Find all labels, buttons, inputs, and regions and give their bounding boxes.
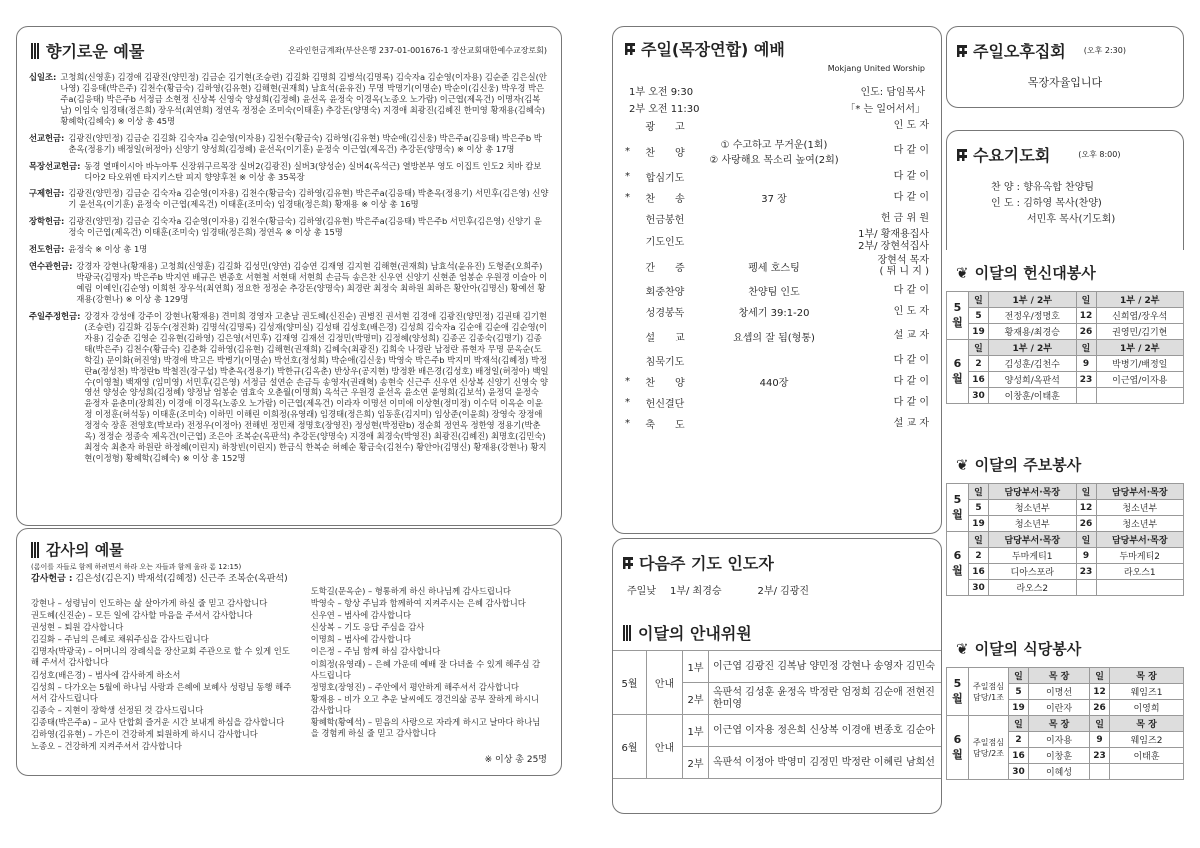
service-header: 일 — [969, 340, 989, 356]
worship-item-name: 찬 양 — [645, 378, 685, 389]
service-row — [947, 516, 1184, 532]
service-day: 16 — [969, 564, 989, 580]
usher-row — [613, 651, 942, 683]
devotion-section — [946, 256, 1184, 404]
offering-label: 연수관헌금: — [29, 261, 73, 272]
offering-row — [29, 244, 549, 255]
wednesday-panel — [946, 130, 1184, 250]
worship-item-content — [695, 392, 853, 413]
worship-row — [623, 187, 931, 208]
usher-month: 5월 — [613, 651, 647, 715]
worship-item-content: 요셉의 잘 됨(형통) — [733, 332, 815, 344]
usher-names: 이근엽 김광진 김복남 양민정 강현나 송영자 김민숙 — [709, 651, 942, 683]
worship-item-leader: 다 같 이 — [893, 145, 929, 157]
next-week-label: 주일낮 — [627, 586, 656, 597]
next-week-second: 2부/ 김광진 — [757, 586, 810, 597]
offering-label: 주일주정헌금: — [29, 310, 81, 321]
service-header: 담당부서·목장 — [1096, 484, 1184, 500]
offering-row — [29, 72, 549, 127]
worship-item-leader: 다 같 이 — [893, 191, 929, 203]
thanks-item: 신우연 – 범사에 감사합니다 — [310, 610, 411, 621]
worship-item-name: 찬 양 — [645, 147, 685, 159]
title-bar-icon — [31, 43, 40, 59]
thanks-item: 강현나 – 성령님이 인도하는 삶 살아가게 하실 줄 믿고 감사합니다 — [31, 597, 268, 608]
worship-star: * — [625, 418, 630, 429]
service-header: 1부 / 2부 — [989, 292, 1077, 308]
service-header: 목 장 — [1029, 668, 1090, 684]
worship-row — [623, 301, 931, 322]
worship-item-name: 헌신결단 — [645, 399, 685, 410]
worship-item-name: 설 교 — [645, 332, 685, 344]
service-team: 디아스포라 — [989, 564, 1077, 580]
worship-item-name: 침묵기도 — [645, 357, 685, 368]
thanks-item: 권도혜(신진순) – 모든 일에 감사할 마음을 주셔서 감사합니다 — [31, 609, 253, 620]
title-bar-icon — [623, 625, 632, 641]
worship-star — [623, 280, 635, 301]
thanks-item: 이명희 – 범사에 감사합니다 — [310, 634, 411, 645]
thanks-item: 신상복 – 기도 응답 주심을 감사 — [310, 622, 425, 633]
service-header: 1부 / 2부 — [1096, 340, 1184, 356]
worship-item-leader: 설 교 자 — [893, 417, 929, 429]
service-day: 5 — [1009, 684, 1029, 700]
month-label: 6 월 — [947, 716, 969, 780]
cafeteria-section — [946, 634, 1184, 780]
service-team: 이영희 — [1110, 700, 1184, 716]
thanks-column-1 — [31, 586, 297, 753]
worship-item-name: 합심기도 — [645, 173, 685, 184]
service-header: 일 — [1009, 668, 1029, 684]
worship-order-table — [623, 115, 931, 434]
usher-names: 옥판석 김성훈 윤정옥 박정란 엄정희 김순애 전현진 한미영 — [709, 683, 942, 715]
service-header: 1부 / 2부 — [989, 340, 1077, 356]
service-header: 목 장 — [1110, 668, 1184, 684]
offering-names: 고청희(신영훈) 김경애 김광진(양민정) 김금순 김기현(조승련) 김길화 김명희 김병석(김명록) 김숙자a 김순영(이자용) 김순준 김은실(안나영) 김응태(박은주) 김천수(황금숙) 김하영(김유현) 김해현(권재희) 남효석(윤유진) 무명 박명기(이명순) 박순이(김신웅) 박우경 박은주a(김응태) 박은주b 서정금 소현정 신상복 신영숙 양성희(김정혜) 윤선옥 윤정숙 이경옥(노종오 노가람) 이근엽(제옥건) 이명자(김복남) 이임숙 임경태(정은희) 장우석(최연희) 정연옥 정정순 조미숙(이태훈) 추강돈(양명숙) 지경애 최광진(김혜진 한미영 황재용(김혜숙) 황혜학(김혜숙) ※ 이상 총 45명 — [60, 72, 547, 126]
offerings-list — [17, 72, 561, 464]
title-square-icon — [957, 149, 967, 161]
offering-label: 선교헌금: — [29, 132, 65, 143]
service-team: 라오스2 — [989, 580, 1077, 596]
service-day — [1076, 388, 1096, 404]
worship-row — [623, 280, 931, 301]
service-header: 일 — [1090, 668, 1110, 684]
service-day: 30 — [969, 388, 989, 404]
service-team: 웨임즈1 — [1110, 684, 1184, 700]
service-row — [947, 500, 1184, 516]
worship-star: * — [625, 192, 630, 203]
worship-time-1: 1부 오전 9:30 — [629, 87, 694, 98]
service-team: 황재용/최경승 — [989, 324, 1077, 340]
service-day: 30 — [1009, 764, 1029, 780]
service-row — [947, 324, 1184, 340]
service-team: 두마게티2 — [1096, 548, 1184, 564]
worship-star: * — [625, 376, 630, 387]
worship-item-content: 37 장 — [761, 194, 787, 205]
thanks-item: 권성현 – 퇴원 감사합니다 — [31, 622, 124, 633]
thanks-item: 김성희 – 다가오는 5월에 하나님 사랑과 은혜에 보혜사 성령님 동행 해주셔서 감사드립니다 — [31, 681, 292, 703]
thanks-item: 김명자(박광국) – 어머니의 장례식을 장산교회 주관으로 할 수 있게 인도해 주셔서 감사합니다 — [31, 646, 290, 668]
service-day: 19 — [969, 324, 989, 340]
thanks-item: 김종태(박은주a) – 교사 단합회 즐거운 시간 보내게 하심을 감사합니다 — [31, 716, 285, 727]
service-header-row — [947, 532, 1184, 548]
worship-item-leader: 장현석 목자 ( 튀 니 지 ) — [877, 254, 929, 277]
next-week-panel — [612, 538, 942, 814]
service-day: 26 — [1090, 700, 1110, 716]
title-square-icon — [957, 45, 967, 57]
service-header: 목 장 — [1110, 716, 1184, 732]
service-day: 26 — [1076, 516, 1096, 532]
offering-label: 장학헌금: — [29, 216, 65, 227]
title-bar-icon — [31, 542, 40, 558]
thanks-item: 김길화 – 주님의 은혜로 채워주심을 감사드립니다 — [31, 634, 209, 645]
offering-row — [29, 216, 549, 238]
offering-row — [29, 311, 549, 464]
service-day: 23 — [1076, 372, 1096, 388]
service-row — [947, 388, 1184, 404]
month-label: 6 월 — [947, 532, 969, 596]
service-header-row — [947, 340, 1184, 356]
service-day — [1090, 764, 1110, 780]
service-team: 이창훈/이태훈 — [989, 388, 1077, 404]
thanks-title: 감사의 예물 — [31, 539, 547, 560]
online-account: 온라인헌금계좌(부산은행 237-01-001676-1 장산교회대한예수교장로회) — [288, 46, 547, 55]
service-team — [1096, 388, 1184, 404]
bulletin-table — [946, 483, 1184, 596]
usher-part: 2부 — [683, 747, 709, 779]
service-header: 일 — [969, 532, 989, 548]
worship-star — [623, 322, 635, 350]
thanks-item: 김하영(김유현) – 가은이 건강하게 퇴원하게 하시니 감사합니다 — [31, 729, 258, 740]
offering-label: 목장선교헌금: — [29, 160, 81, 171]
service-day: 2 — [969, 548, 989, 564]
worship-item-content — [695, 413, 853, 434]
worship-item-leader: 설 교 자 — [893, 330, 929, 342]
ushers-title: 이달의 안내위원 — [613, 605, 941, 650]
afternoon-text: 목장자율입니다 — [1027, 76, 1103, 89]
worship-row — [623, 371, 931, 392]
service-team: 이창훈 — [1029, 748, 1090, 764]
service-team: 신희엽/장우석 — [1096, 308, 1184, 324]
thanks-item: 이은정 – 주님 함께 하심 감사합니다 — [310, 646, 441, 657]
afternoon-title: 주일오후집회 (오후 2:30) — [947, 27, 1183, 62]
month-label: 6 월 — [947, 340, 969, 404]
worship-star — [623, 301, 635, 322]
worship-title: 주일(목장연합) 예배 — [613, 27, 941, 60]
bulletin-section — [946, 448, 1184, 596]
service-row — [947, 356, 1184, 372]
worship-leader: 인도: 담임목사 — [860, 87, 925, 98]
thanks-item: 김성호(배은경) – 범사에 감사하게 하소서 — [31, 669, 181, 680]
month-label: 5 월 — [947, 484, 969, 532]
service-day: 16 — [1009, 748, 1029, 764]
service-team: 이태훈 — [1110, 748, 1184, 764]
service-team: 이혜성 — [1029, 764, 1090, 780]
offerings-title: 향기로운 예물 — [31, 39, 144, 62]
service-header-row — [947, 292, 1184, 308]
worship-item-content — [695, 166, 853, 187]
worship-item-name: 간 증 — [645, 262, 685, 274]
offering-row — [29, 261, 549, 305]
worship-item-content: 찬양팀 인도 — [748, 287, 800, 298]
service-team: 청소년부 — [989, 500, 1077, 516]
service-row — [947, 580, 1184, 596]
wednesday-line-3: 서민후 목사(기도회) — [1027, 214, 1116, 225]
worship-note: 「* 는 일어서서」 — [845, 104, 925, 115]
service-header: 담당부서·목장 — [989, 532, 1077, 548]
worship-row — [623, 166, 931, 187]
worship-item-leader: 인 도 자 — [893, 305, 929, 317]
worship-subtitle: Mokjang United Worship — [827, 64, 925, 73]
worship-item-leader: 헌 금 위 원 — [880, 212, 929, 224]
service-row — [947, 372, 1184, 388]
thanks-item: 박영숙 – 항상 주님과 함께하여 지켜주시는 은혜 감사합니다 — [310, 597, 526, 608]
offering-row — [29, 188, 549, 210]
service-team: 이명선 — [1029, 684, 1090, 700]
clover-icon: ❦ — [956, 639, 969, 658]
worship-item-name: 회중찬양 — [645, 287, 685, 298]
cafeteria-table — [946, 667, 1184, 780]
service-team: 박병기/배정일 — [1096, 356, 1184, 372]
service-day: 19 — [1009, 700, 1029, 716]
service-team: 이자용 — [1029, 732, 1090, 748]
worship-item-content — [695, 229, 853, 252]
service-header-row — [947, 484, 1184, 500]
wednesday-line-2: 인 도 : 김하영 목사(찬양) — [991, 198, 1102, 209]
thanks-item: 황혜학(황예석) – 믿음의 사랑으로 자라게 하시고 날마다 하나님을 경험케 하실 줄 믿고 감사합니다 — [310, 717, 541, 739]
offering-label: 전도헌금: — [29, 244, 65, 255]
service-team: 청소년부 — [989, 516, 1077, 532]
service-team: 웨임즈2 — [1110, 732, 1184, 748]
worship-item-leader: 다 같 이 — [893, 354, 929, 366]
thanks-item: 정명호(장영진) – 주안에서 평안하게 해주셔서 감사합니다 — [310, 681, 519, 692]
service-header: 일 — [1009, 716, 1029, 732]
worship-row — [623, 322, 931, 350]
wednesday-title: 수요기도회 (오후 8:00) — [947, 131, 1183, 166]
worship-item-leader: 다 같 이 — [893, 284, 929, 296]
bulletin-title: ❦ 이달의 주보봉사 — [956, 455, 1082, 474]
service-team: 라오스1 — [1096, 564, 1184, 580]
worship-item-content — [695, 208, 853, 229]
worship-item-leader: 다 같 이 — [893, 375, 929, 387]
service-header: 일 — [1076, 532, 1096, 548]
worship-item-content: 440장 — [759, 378, 789, 389]
offering-row — [29, 161, 549, 183]
service-header: 담당부서·목장 — [1096, 532, 1184, 548]
worship-row — [623, 413, 931, 434]
service-day: 26 — [1076, 324, 1096, 340]
service-header-row — [947, 716, 1184, 732]
worship-row — [623, 229, 931, 252]
worship-star: * — [625, 397, 630, 408]
thanks-item: 노종오 – 건강하게 지켜주셔서 감사합니다 — [31, 741, 182, 752]
service-day: 12 — [1090, 684, 1110, 700]
month-label: 5 월 — [947, 668, 969, 716]
offering-names: 강경자 강성애 강주이 강현나(황재용) 견미희 경영자 고춘남 권도혜(신진순) 권병진 권서현 김경애 김광진(양민정) 김권태 김기현(조승련) 김길화 김동수(정진화) 김명석(김명록) 김성재(양미실) 김성태 김성호(배은경) 김성희 김숙자a 김순애 김순애 김순영(이자용) 김승준 김영순 김유현(김하영) 김은영(서민후) 김재영 김재선 김정민(박명미) 김정혜(양성희) 김종곤 김종숙(김명기) 김종태(박은주) 김천수(황금숙) 김춘화 김하영(김유현) 김해현(권재희) 김혜숙(최광진) 김희숙 나경란 남정란 류현자 무명 문옥순(도학길) 문이화(허진영) 박경애 박고은 박병기(이명순) 박선호(정성희) 박순애(김신웅) 박영숙 박은주b 박지미 박재석(김혜정) 박정란a(정성천) 박정란b 박철진(장구섭) 박춘옥(정용기) 박한규(김옥춘) 반상우(공지현) 방정환 배은경(김성호) 배정일(허정아) 백일수(이영철) 백재영 (임미영) 서민후(김은영) 서정금 설연순 손금득 송영자(권래혁) 송현숙 신근주 신우연 신상복 신양기 신영숙 양영선 양성순 양성희(김정혜) 양정남 엄봉순 염효숙 오춘월(이명희) 옥석근 우원경 윤선옥 윤소연 윤영희(김보석) 윤정덕 윤정숙 윤정자 윤춘미(장희진) 이경애 이경옥(노종오 노가람) 이근엽(제옥건) 이라자 이명선 이미애 이상현(정미정) 이수덕 이옥순 이윤정 이정훈(허석동) 이태훈(조미숙) 이하민 이해린 이희정(유영래) 임경태(정은희) 임동훈(김지미) 임상준(이윤희) 장영숙 장정애 정정숙 장훈 전영호(박보라) 전정우(이정아) 전해빈 정민채 정명호(장영진) 정성현(박정란b) 정순희 정연옥 정한영 정용기(박춘옥) 정정순 정종숙 제옥건(이근엽) 조은아 조복순(옥판석) 추강돈(양명숙) 지경애 최경숙(박영진) 최광진(김혜진) 최명호(김민숙) 최정숙 최춘자 하원란 하정혜(이린지) 하창빈(이린지) 한금식 한복순 허혜순 황금숙(김천수) 황안아(김명신) 황재용(강현나) 황지현(이정형) 황혜학(김혜숙) ※ 이상 총 152명 — [84, 310, 549, 464]
cafeteria-side: 주일점심 담당/1조 — [969, 668, 1009, 716]
service-day: 9 — [1076, 356, 1096, 372]
offerings-panel — [16, 26, 562, 526]
cafeteria-side: 주일점심 담당/2조 — [969, 716, 1009, 780]
thanks-summary: 감사헌금 : 김은성(김은지) 박재석(김혜정) 신근주 조복순(옥판석) — [31, 574, 288, 584]
service-day: 19 — [969, 516, 989, 532]
service-header: 담당부서·목장 — [989, 484, 1077, 500]
service-day: 12 — [1076, 308, 1096, 324]
worship-item-leader: 다 같 이 — [893, 170, 929, 182]
thanks-item: 김종숙 – 지현이 장학생 선정된 것 감사드립니다 — [31, 704, 204, 715]
clover-icon: ❦ — [956, 263, 969, 282]
service-day: 5 — [969, 308, 989, 324]
service-header: 일 — [969, 484, 989, 500]
worship-star: * — [625, 171, 630, 182]
cafeteria-title: ❦ 이달의 식당봉사 — [956, 639, 1082, 658]
devotion-table — [946, 291, 1184, 404]
next-week-first: 1부/ 최경승 — [669, 586, 722, 597]
service-team: 두마게티1 — [989, 548, 1077, 564]
offering-names: 강경자 강현나(황재용) 고청희(신영훈) 김길화 김성민(양연) 김승연 김재영 김지현 김해현(권재희) 남효석(윤유진) 도형준(오희주) 박광국(김명자) 박은주b 박지연 배규은 변종호 서현철 서현태 서현희 손금득 송은찬 신우연 신양기 신현준 엄봉순 우원경 이슬아 이예림 이예인(김순영) 이희헌 장우석(최연희) 정요한 정정순 추강돈(양명숙) 최경란 최정숙 최하원 최하은 황안아(김명신) 황예선 황재용(강현나) ※ 이상 총 129명 — [76, 261, 548, 304]
service-day: 2 — [969, 356, 989, 372]
offering-names: 김광진(양민정) 김금순 김숙자a 김순영(이자용) 김천수(황금숙) 김하영(김유현) 박은주a(김응태) 박춘옥(정용기) 서민후(김은영) 신양기 윤선옥(이기훈) 윤정숙 이근엽(제옥건) 이태훈(조미숙) 임경태(정은희) 황재용 ※ 이상 총 16명 — [68, 188, 549, 210]
thanks-item: 황재용 – 비가 오고 추운 날씨에도 경건의삶 공부 잘하게 하시니 감사합니다 — [310, 693, 540, 715]
offering-names: 김광진(양민정) 김금순 김숙자a 김순영(이자용) 김천수(황금숙) 김하영(김유현) 박은주a(김응태) 박은주b 서민후(김은영) 신양기 윤정숙 이근엽(제옥건) 이태훈(조미숙) 임경태(정은희) 정연옥 ※ 이상 총 15명 — [68, 216, 542, 238]
service-team: 이근엽/이자용 — [1096, 372, 1184, 388]
service-day: 2 — [1009, 732, 1029, 748]
service-day: 23 — [1090, 748, 1110, 764]
offering-row — [29, 133, 549, 155]
service-day: 12 — [1076, 500, 1096, 516]
offering-names: 윤정숙 ※ 이상 총 1명 — [68, 244, 148, 255]
offering-label: 십일조: — [29, 72, 57, 82]
thanks-item: 이희정(유영래) – 은혜 가운데 예배 잘 다녀올 수 있게 해주심 감사드립니다 — [310, 658, 541, 680]
service-row — [947, 308, 1184, 324]
usher-part: 1부 — [683, 715, 709, 747]
offering-names: 동경 열매이시아 바누아투 신장위구르목장 실버2(김광진) 실버3(양성순) 실버4(옥석근) 열방본부 영도 이집트 인도2 치바 캄보디아2 타오위엔 타지키스탄 피지 향양후천 ※ 이상 총 35목장 — [84, 160, 542, 182]
service-team: 김성훈/김천수 — [989, 356, 1077, 372]
usher-part: 2부 — [683, 683, 709, 715]
worship-star — [623, 208, 635, 229]
offering-names: 김광진(양민정) 김금순 김길화 김숙자a 김순영(이자용) 김천수(황금숙) 김하영(김유현) 박순애(김신웅) 박은주a(김응태) 박은주b 박춘옥(정용기) 배정일(허정아) 신양기 양성희(김정혜) 윤선옥(이기훈) 윤정숙 이근엽(제옥건) 추강돈(양명숙) ※ 이상 총 17명 — [68, 132, 542, 154]
worship-item-name: 기도인도 — [645, 237, 685, 248]
worship-item-name: 찬 송 — [645, 194, 685, 205]
worship-star — [623, 115, 635, 136]
service-team — [1110, 764, 1184, 780]
service-header: 일 — [1090, 716, 1110, 732]
service-day: 16 — [969, 372, 989, 388]
worship-row — [623, 136, 931, 166]
service-day: 9 — [1076, 548, 1096, 564]
service-header: 일 — [1076, 484, 1096, 500]
worship-item-name: 광 고 — [645, 122, 685, 133]
worship-item-content: 창세기 39:1-20 — [738, 308, 810, 319]
ushers-table — [612, 650, 942, 779]
worship-row — [623, 208, 931, 229]
usher-row — [613, 715, 942, 747]
service-day: 23 — [1076, 564, 1096, 580]
worship-star — [623, 229, 635, 252]
worship-item-content: 펭세 호스팅 — [748, 262, 800, 274]
worship-star: * — [625, 145, 630, 157]
worship-item-leader: 다 같 이 — [893, 396, 929, 408]
usher-month: 6월 — [613, 715, 647, 779]
usher-role: 안내 — [647, 651, 683, 715]
offering-label: 구제헌금: — [29, 188, 65, 199]
thanks-panel — [16, 528, 562, 776]
worship-item-leader: 1부/ 황재용집사 2부/ 장현석집사 — [858, 229, 929, 252]
service-row — [947, 564, 1184, 580]
thanks-item: 도학길(문옥순) – 형통하게 하신 하나님께 감사드립니다 — [310, 585, 511, 596]
service-day: 30 — [969, 580, 989, 596]
service-team: 권영민/김기현 — [1096, 324, 1184, 340]
wednesday-line-1: 찬 양 : 향유옥합 찬양팀 — [991, 182, 1095, 193]
worship-item-content — [695, 350, 853, 371]
worship-row — [623, 392, 931, 413]
worship-item-name: 헌금봉헌 — [645, 215, 685, 226]
month-label: 5 월 — [947, 292, 969, 340]
title-square-icon — [623, 557, 633, 569]
service-row — [947, 548, 1184, 564]
service-team: 전정우/정명호 — [989, 308, 1077, 324]
worship-star — [623, 252, 635, 280]
next-week-title: 다음주 기도 인도자 — [613, 539, 941, 574]
service-header: 목 장 — [1029, 716, 1090, 732]
worship-item-name: 축 도 — [645, 420, 685, 431]
service-team: 양성희/옥판석 — [989, 372, 1077, 388]
service-header: 일 — [1076, 292, 1096, 308]
title-square-icon — [625, 43, 635, 55]
service-team: 청소년부 — [1096, 516, 1184, 532]
service-day — [1076, 580, 1096, 596]
service-team: 이란자 — [1029, 700, 1090, 716]
service-day: 5 — [969, 500, 989, 516]
usher-names: 옥판석 이정아 박영미 김정민 박정란 이혜린 남희선 — [709, 747, 942, 779]
worship-row — [623, 252, 931, 280]
service-team — [1096, 580, 1184, 596]
service-team: 청소년부 — [1096, 500, 1184, 516]
thanks-column-2 — [311, 586, 547, 753]
worship-row — [623, 350, 931, 371]
worship-row — [623, 115, 931, 136]
worship-panel — [612, 26, 942, 534]
usher-names: 이근엽 이자용 정은희 신상복 이경애 변종호 김순아 — [709, 715, 942, 747]
thanks-verse: (롬이를 자들로 함께 하려면서 하라 오는 자들과 함께 울라 롬 12:15) — [31, 563, 242, 571]
worship-item-content — [695, 115, 853, 136]
afternoon-panel — [946, 26, 1184, 108]
worship-star — [623, 350, 635, 371]
service-header: 일 — [969, 292, 989, 308]
clover-icon: ❦ — [956, 455, 969, 474]
worship-item-leader: 인 도 자 — [893, 119, 929, 131]
worship-item-content: ① 수고하고 무거운(1회) ② 사랑해요 목소리 높여(2회) — [709, 140, 839, 166]
thanks-total: ※ 이상 총 25명 — [484, 755, 547, 766]
service-header: 일 — [1076, 340, 1096, 356]
usher-part: 1부 — [683, 651, 709, 683]
worship-time-2: 2부 오전 11:30 — [629, 104, 700, 115]
service-header: 1부 / 2부 — [1096, 292, 1184, 308]
usher-role: 안내 — [647, 715, 683, 779]
service-header-row — [947, 668, 1184, 684]
service-day: 9 — [1090, 732, 1110, 748]
worship-item-name: 성경봉독 — [645, 308, 685, 319]
devotion-title: ❦ 이달의 헌신대봉사 — [956, 263, 1096, 282]
